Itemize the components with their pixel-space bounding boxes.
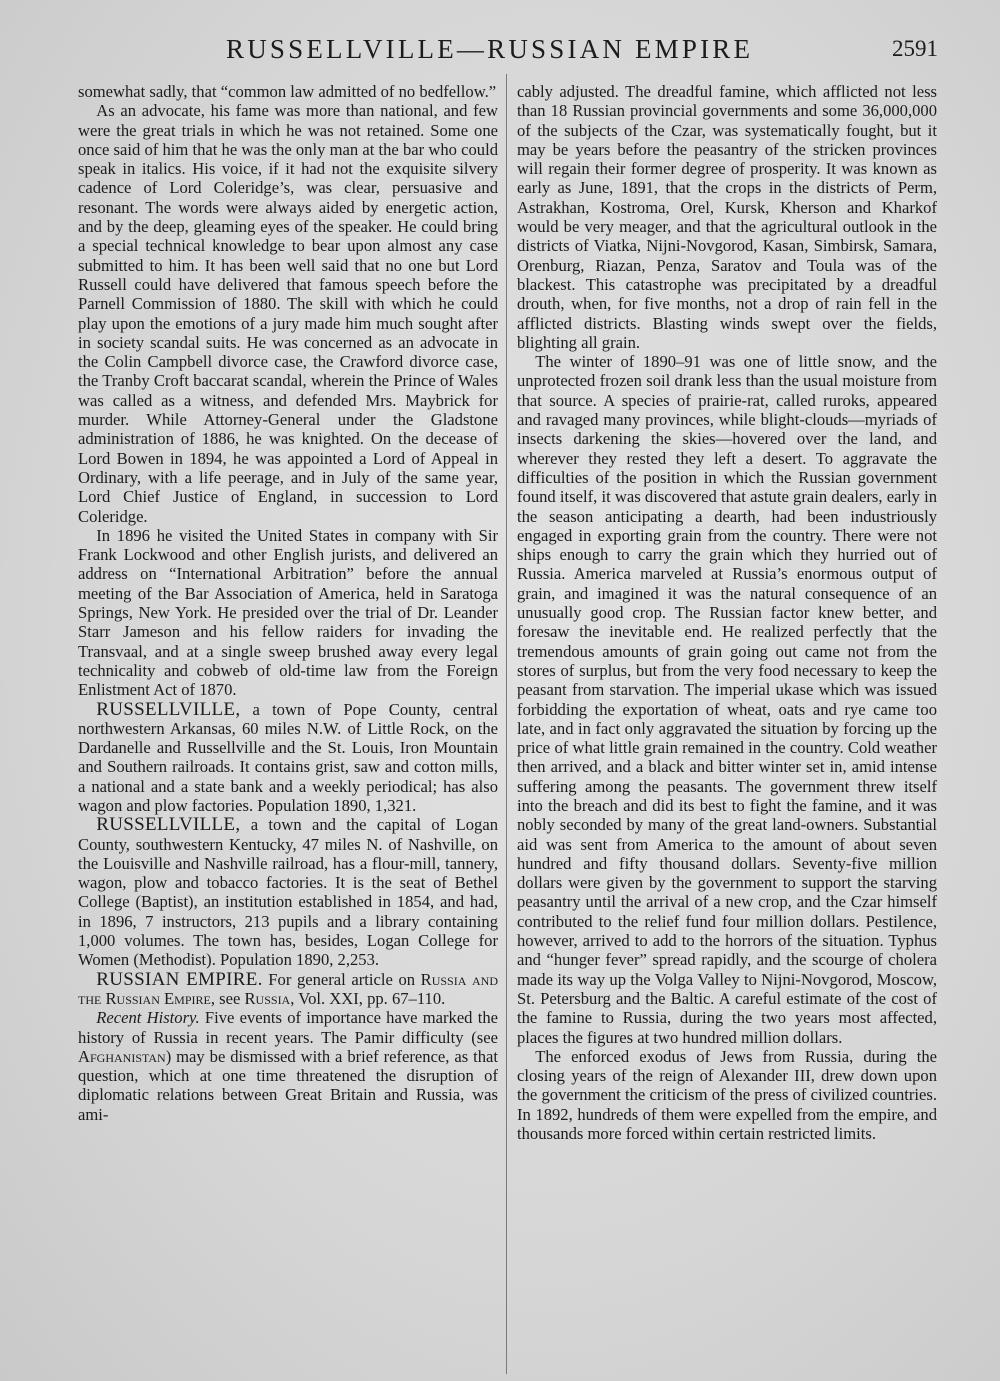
page-number: 2591 [892, 36, 938, 61]
paragraph: As an advocate, his fame was more than national, and few were the great trials in which he was not retained. Some one once said of him that he was the only man at the bar who could speak in italics. His voice, if it had not the exquisite silvery cadence of Lord Coleridge’s, was clear, persuasive and resonant. The words were always aided by energetic action, and by the deep, gleaming eyes of the speaker. He could bring a special technical knowledge to bear upon almost any case submitted to him. It has been well said that no one but Lord Russell could have delivered that famous speech before the Parnell Commission of 1880. The skill with which he could play upon the emotions of a jury made him much sought after in society scandal suits. He was concerned as an advocate in the Colin Campbell divorce case, the Crawford divorce case, the Tranby Croft baccarat scandal, wherein the Prince of Wales was called as a witness, and defended Mrs. Maybrick for murder. While Attorney-General under the Gladstone administration of 1886, he was knighted. On the decease of Lord Bowen in 1894, he was appointed a Lord of Appeal in Ordinary, with a life peerage, and in July of the same year, Lord Chief Justice of England, in succession to Lord Coleridge. [78, 101, 498, 526]
entry-russian-empire [78, 970, 498, 1009]
subheading: Recent History. [96, 1008, 200, 1028]
paragraph: In 1896 he visited the United States in company with Sir Frank Lockwood and other English jurists, and delivered an address on “International Arbitration” before the annual meeting of the Bar Association of America, held in Saratoga Springs, New York. He presided over the trial of Dr. Leander Starr Jameson and his fellow raiders for invading the Transvaal, and at a single sweep brushed away every legal technicality and cobweb of old-time law from the Foreign Enlistment Act of 1870. [78, 525, 498, 700]
paragraph: cably adjusted. The dreadful famine, which afflicted not less than 18 Russian provincial governments and some 36,000,000 of the subjects of the Czar, was systematically fought, but it may be years before the peasantry of the stricken provinces will regain their former degree of prosperity. It was known as early as June, 1891, that the crops in the districts of Perm, Astrakhan, Kostroma, Orel, Kursk, Kherson and Kharkof would be very meager, and that the agricultural outlook in the districts of Viatka, Nijni-Novgorod, Kasan, Simbirsk, Samara, Orenburg, Riazan, Penza, Saratov and Toula was of the blackest. This catastrophe was precipitated by a dreadful drouth, when, for five months, not a drop of rain fell in the afflicted districts. Blasting winds swept over the fields, blighting all grain. [517, 82, 937, 352]
entry-russellville-kentucky [78, 815, 498, 969]
left-column [78, 82, 498, 1124]
right-column [517, 82, 937, 1143]
entry-text: Five events of importance have marked the history of Russia in recent years. The Pamir difficulty (see [78, 1008, 498, 1047]
paragraph: The enforced exodus of Jews from Russia, during the closing years of the reign of Alexander III, drew down upon the government the criticism of the press of civilized countries. In 1892, hundreds of them were expelled from the empire, and thousands more forced within certain restricted limits. [517, 1046, 937, 1144]
paragraph: The winter of 1890–91 was one of little snow, and the unprotected frozen soil drank less than the usual moisture from that source. A species of prairie-rat, called ruroks, appeared and ravaged many provinces, while blight-clouds—myriads of insects darkening the skies—hovered over the land, and wherever they rested they left a desert. To aggravate the difficulties of the position in which the Russian government found itself, it was discovered that astute grain dealers, early in the season anticipating a dearth, had been industriously engaged in exporting grain from the country. There were not ships enough to carry the grain which they hurried out of Russia. America marveled at Russia’s enormous output of grain, and imagined it was the natural consequence of an unusually good crop. The Russian factor knew better, and foresaw the inevitable end. He realized perfectly that the tremendous amounts of grain going out came not from the stores of surplus, but from the very food necessary to keep the peasant from starvation. The imperial ukase which was issued forbidding the exportation of wheat, oats and rye came too late, and in fact only aggravated the situation by forcing up the price of what little grain remained in the country. Cold weather then arrived, and a black and bitter winter set in, amid intense suffering among the peasants. The government threw itself into the breach and did its best to fight the famine, and it was nobly seconded by many of the great land-owners. Substantial aid was sent from America to the amount of about seven hundred and fifty thousand dollars. Seventy-five million dollars were given by the government to support the starving peasantry until the arrival of a new crop, and the Czar himself contributed to the relief fund four million dollars. Pestilence, however, arrived to add to the horrors of the situation. Typhus and “hunger fever” spread rapidly, and the scourge of cholera made its way up the Volga Valley to Nijni-Novgorod, Moscow, St. Petersburg and the Baltic. A careful estimate of the cost of the famine to Russia, during the two years most affected, places the figures at two hundred million dollars. [517, 352, 937, 1047]
entry-text: For general article on [262, 969, 421, 989]
entry-text: ) may be dismissed with a brief reference, as that question, which at one time threatened the disruption of diplomatic relations between Great Britain and Russia, was ami- [78, 1046, 498, 1124]
cross-reference: Russia and the Russian Empire [78, 969, 498, 1008]
entry-text: a town and the capital of Logan County, southwestern Kentucky, 47 miles N. of Nashville, on the Louisville and Nashville railroad, has a flour-mill, tannery, wagon, plow and tobacco factories. It is the seat of Bethel College (Baptist), an institution established in 1854, and had, in 1896, 7 instructors, 213 pupils and a library containing 1,000 volumes. The town has, besides, Logan College for Women (Methodist). Population 1890, 2,253. [78, 815, 498, 970]
column-divider [506, 74, 507, 1374]
entry-text: a town of Pope County, central northwestern Arkansas, 60 miles N.W. of Little Rock, on the Dardanelle and Russellville and the St. Louis, Iron Mountain and Southern railroads. It contains grist, saw and cotton mills, a national and a state bank and a weekly periodical; has also wagon and plow factories. Population 1890, 1,321. [78, 699, 498, 815]
paragraph: somewhat sadly, that “common law admitted of no bedfellow.” [78, 82, 497, 101]
running-header [0, 34, 1000, 68]
entry-russellville-arkansas [78, 700, 498, 816]
entry-heading: RUSSELLVILLE, [96, 698, 241, 720]
cross-reference: Russia [244, 988, 291, 1008]
entry-text: , Vol. XXI, pp. 67–110. [290, 988, 446, 1008]
entry-text: , see [210, 988, 245, 1008]
running-title: RUSSELLVILLE—RUSSIAN EMPIRE [226, 34, 754, 64]
cross-reference: Afghanistan [78, 1046, 166, 1066]
entry-heading: RUSSIAN EMPIRE. [96, 968, 263, 990]
entry-heading: RUSSELLVILLE, [96, 814, 241, 836]
recent-history-paragraph [78, 1008, 498, 1124]
